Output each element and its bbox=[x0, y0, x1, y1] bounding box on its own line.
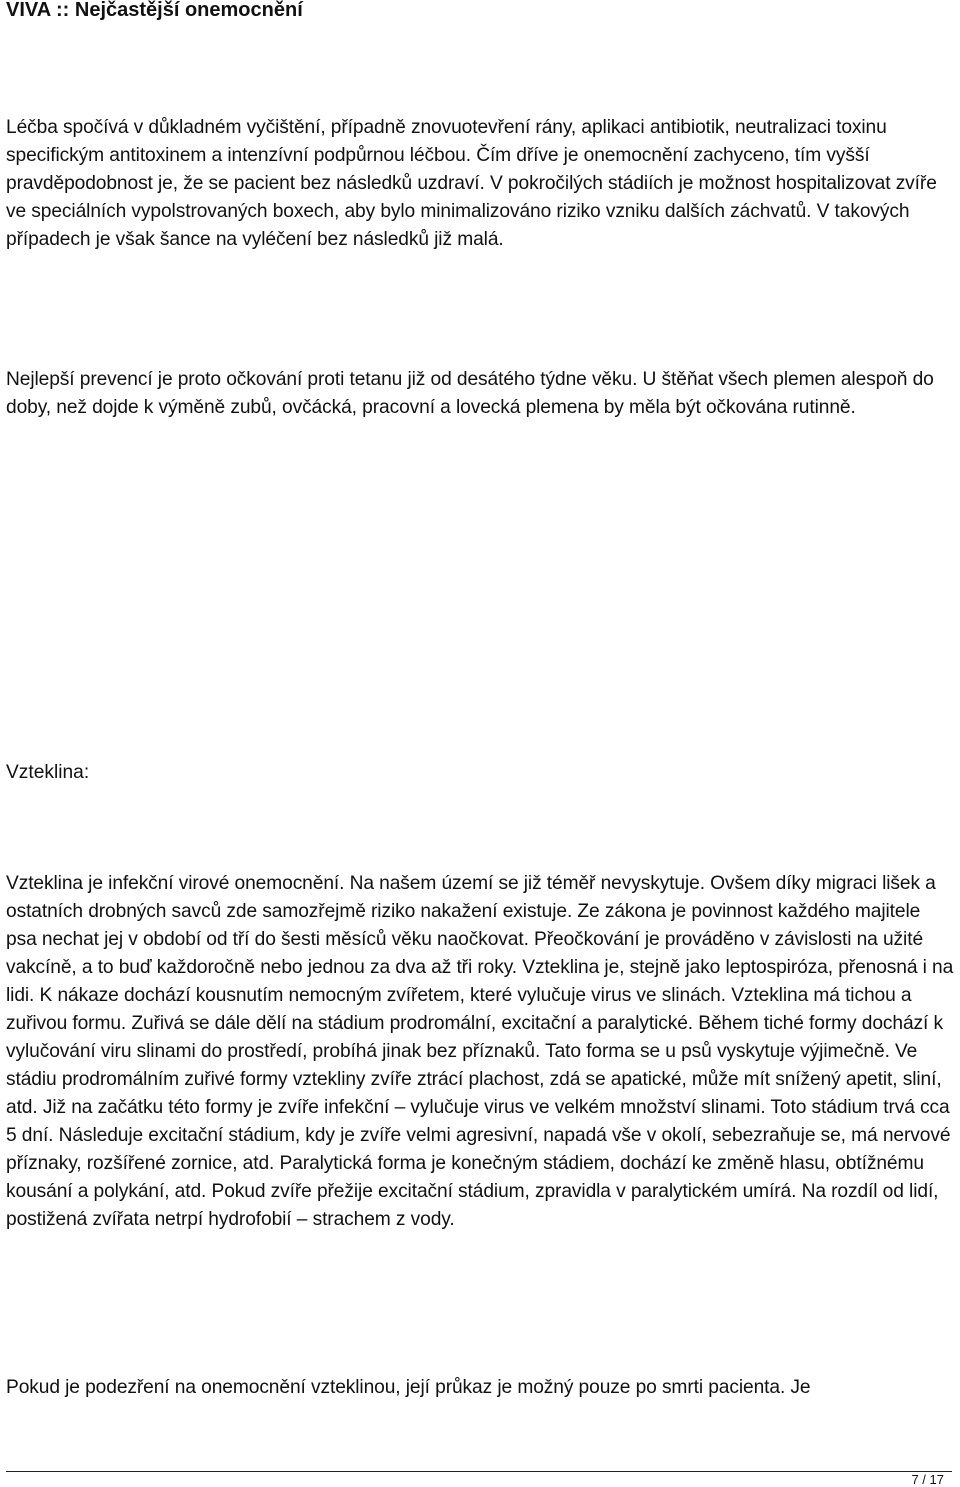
rabies-paragraph: Vzteklina je infekční virové onemocnění. Na našem území se již téměř nevyskytuje. Ovšem díky migraci lišek a ostatních drobných savců zde samozřejmě riziko nakažení existuje. Ze zákona je povinnost každého majitele psa nechat jej v období od tří do šesti měsíců věku naočkovat. Přeočkování je prováděno v závislosti na užité vakcíně, a to buď každoročně nebo jednou za dva až tři roky. Vzteklina je, stejně jako leptospiróza, přenosná i na lidi. K nákaze dochází kousnutím nemocným zvířetem, které vylučuje virus ve slinách. Vzteklina má tichou a zuřivou formu. Zuřivá se dále dělí na stádium prodromální, excitační a paralytické. Během tiché formy dochází k vylučování viru slinami do prostředí, probíhá jinak bez příznaků. Tato forma se u psů vyskytuje výjimečně. Ve stádiu prodromálním zuřivé formy vztekliny zvíře ztrácí plachost, zdá se apatické, může mít snížený apetit, sliní, atd. Již na začátku této formy je zvíře infekční – vylučuje virus ve velkém množství slinami. Toto stádium trvá cca 5 dní. Následuje excitační stádium, kdy je zvíře velmi agresivní, napadá vše v okolí, sebezraňuje se, má nervové příznaky, rozšířené zornice, atd. Paralytická forma je konečným stádiem, dochází ke změně hlasu, obtížnému kousání a polykání, atd. Pokud zvíře přežije excitační stádium, zpravidla v paralytickém umírá. Na rozdíl od lidí, postižená zvířata netrpí hydrofobií – strachem z vody. bbox=[6, 873, 954, 1230]
section-heading-rabies: Vzteklina: bbox=[6, 762, 90, 783]
page-number: 7 / 17 bbox=[911, 1472, 944, 1487]
page-title: VIVA :: Nejčastější onemocnění bbox=[6, 0, 303, 21]
treatment-paragraph: Léčba spočívá v důkladném vyčištění, případně znovuotevření rány, aplikaci antibiotik, neutralizaci toxinu specifickým antitoxinem a intenzívní podpůrnou léčbou. Čím dříve je onemocnění zachyceno, tím vyšší pravděpodobnost je, že se pacient bez následků uzdraví. V pokročilých stádiích je možnost hospitalizovat zvíře ve speciálních vypolstrovaných boxech, aby bylo minimalizováno riziko vzniku dalších záchvatů. V takových případech je však šance na vyléčení bez následků již malá. bbox=[6, 117, 937, 250]
continuation-line: Pokud je podezření na onemocnění vzteklinou, její průkaz je možný pouze po smrti pacienta. Je bbox=[6, 1377, 811, 1398]
prevention-paragraph: Nejlepší prevencí je proto očkování proti tetanu již od desátého týdne věku. U štěňat všech plemen alespoň do doby, než dojde k výměně zubů, ovčácká, pracovní a lovecká plemena by měla být očkována rutinně. bbox=[6, 369, 934, 418]
footer-divider bbox=[6, 1471, 952, 1472]
